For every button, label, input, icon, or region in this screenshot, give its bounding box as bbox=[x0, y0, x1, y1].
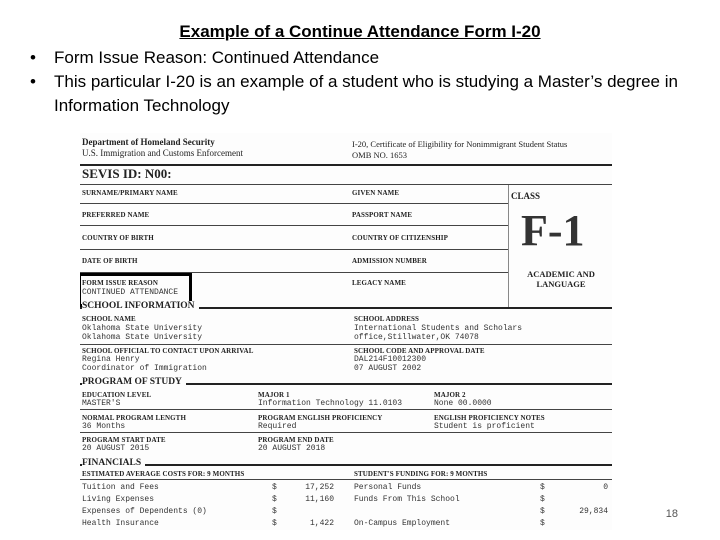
label-country-of-citizenship: COUNTRY OF CITIZENSHIP bbox=[352, 234, 448, 242]
program-end-date-value: 20 AUGUST 2018 bbox=[258, 444, 326, 453]
cost-living-label: Living Expenses bbox=[82, 495, 155, 504]
label-country-of-birth: COUNTRY OF BIRTH bbox=[82, 234, 154, 242]
cost-tuition-amount: 17,252 bbox=[305, 483, 334, 492]
cost-health-label: Health Insurance bbox=[82, 519, 159, 528]
funding-school-label: Funds From This School bbox=[354, 495, 460, 504]
major-2-value: None 00.0000 bbox=[434, 399, 492, 408]
bullet-glyph: • bbox=[30, 48, 36, 67]
label-english-notes: ENGLISH PROFICIENCY NOTES bbox=[434, 414, 545, 422]
label-form-issue-reason: FORM ISSUE REASON bbox=[82, 279, 158, 287]
school-official-name: Regina Henry bbox=[82, 355, 140, 364]
divider bbox=[80, 249, 508, 250]
currency-symbol: $ bbox=[272, 519, 277, 528]
class-description: ACADEMIC AND LANGUAGE bbox=[527, 269, 595, 289]
currency-symbol: $ bbox=[272, 495, 277, 504]
currency-symbol: $ bbox=[540, 507, 545, 516]
label-preferred-name: PREFERRED NAME bbox=[82, 211, 150, 219]
bullet-item bbox=[30, 46, 690, 70]
currency-symbol: $ bbox=[272, 507, 277, 516]
bullet-glyph: • bbox=[30, 72, 36, 91]
label-program-length: NORMAL PROGRAM LENGTH bbox=[82, 414, 186, 422]
divider bbox=[80, 479, 612, 480]
class-value: F-1 bbox=[521, 206, 585, 255]
major-1-value: Information Technology 11.0103 bbox=[258, 399, 403, 408]
divider bbox=[80, 409, 612, 410]
bullet-list bbox=[30, 46, 690, 118]
cost-health-amount: 1,422 bbox=[309, 519, 334, 528]
class-box bbox=[508, 185, 612, 307]
omb-number: OMB NO. 1653 bbox=[352, 150, 408, 160]
school-address-line2: office,Stillwater,OK 74078 bbox=[354, 333, 479, 342]
label-major-1: MAJOR 1 bbox=[258, 391, 290, 399]
funding-personal-label: Personal Funds bbox=[354, 483, 422, 492]
school-code-value: DAL214F10012300 bbox=[354, 355, 427, 364]
divider bbox=[80, 464, 612, 466]
label-passport-name: PASSPORT NAME bbox=[352, 211, 413, 219]
agency-name: Department of Homeland Security bbox=[82, 137, 215, 147]
label-admission-number: ADMISSION NUMBER bbox=[352, 257, 427, 265]
funding-personal-amount: 0 bbox=[603, 483, 608, 492]
divider bbox=[80, 432, 612, 433]
divider bbox=[80, 203, 508, 204]
form-title: I-20, Certificate of Eligibility for Nonimmigrant Student Status bbox=[352, 139, 568, 149]
bullet-text-issue-reason: Form Issue Reason: Continued Attendance bbox=[54, 48, 380, 67]
funding-on-campus-label: On-Campus Employment bbox=[354, 519, 451, 528]
currency-symbol: $ bbox=[540, 495, 545, 504]
school-address-line1: International Students and Scholars bbox=[354, 324, 523, 333]
label-given-name: GIVEN NAME bbox=[352, 189, 400, 197]
school-approval-date: 07 AUGUST 2002 bbox=[354, 364, 422, 373]
page-number: 18 bbox=[665, 508, 678, 520]
label-program-start-date: PROGRAM START DATE bbox=[82, 436, 166, 444]
form-header-title bbox=[352, 139, 567, 161]
section-school-information: SCHOOL INFORMATION bbox=[82, 301, 199, 311]
bullet-item bbox=[30, 70, 690, 118]
currency-symbol: $ bbox=[540, 483, 545, 492]
english-notes-value: Student is proficient bbox=[434, 422, 535, 431]
form-issue-reason-value: CONTINUED ATTENDANCE bbox=[82, 288, 179, 297]
section-program-of-study: PROGRAM OF STUDY bbox=[82, 377, 186, 387]
label-school-official: SCHOOL OFFICIAL TO CONTACT UPON ARRIVAL bbox=[82, 347, 254, 355]
currency-symbol: $ bbox=[272, 483, 277, 492]
form-header-agency bbox=[82, 137, 243, 159]
divider bbox=[80, 225, 508, 226]
label-date-of-birth: DATE OF BIRTH bbox=[82, 257, 138, 265]
label-major-2: MAJOR 2 bbox=[434, 391, 466, 399]
school-name-line2: Oklahoma State University bbox=[82, 333, 203, 342]
school-name-line1: Oklahoma State University bbox=[82, 324, 203, 333]
program-length-value: 36 Months bbox=[82, 422, 126, 431]
label-class: CLASS bbox=[511, 191, 541, 201]
slide-title: Example of a Continue Attendance Form I-20 bbox=[179, 22, 541, 41]
label-surname: SURNAME/PRIMARY NAME bbox=[82, 189, 178, 197]
sevis-id: SEVIS ID: N00: bbox=[82, 166, 172, 181]
program-english-value: Required bbox=[258, 422, 297, 431]
subagency-name: U.S. Immigration and Customs Enforcement bbox=[82, 148, 243, 158]
cost-living-amount: 11,160 bbox=[305, 495, 334, 504]
label-legacy-name: LEGACY NAME bbox=[352, 279, 406, 287]
school-official-title: Coordinator of Immigration bbox=[82, 364, 207, 373]
label-school-address: SCHOOL ADDRESS bbox=[354, 315, 420, 323]
section-financials: FINANCIALS bbox=[82, 458, 145, 468]
cost-tuition-label: Tuition and Fees bbox=[82, 483, 159, 492]
divider bbox=[80, 344, 612, 345]
funding-other-amount: 29,834 bbox=[579, 507, 608, 516]
label-program-end-date: PROGRAM END DATE bbox=[258, 436, 334, 444]
label-school-code: SCHOOL CODE AND APPROVAL DATE bbox=[354, 347, 485, 355]
label-program-english: PROGRAM ENGLISH PROFICIENCY bbox=[258, 414, 383, 422]
currency-symbol: $ bbox=[540, 519, 545, 528]
cost-dependents-label: Expenses of Dependents (0) bbox=[82, 507, 207, 516]
label-education-level: EDUCATION LEVEL bbox=[82, 391, 152, 399]
label-student-funding: STUDENT'S FUNDING FOR: 9 MONTHS bbox=[354, 470, 488, 478]
label-school-name: SCHOOL NAME bbox=[82, 315, 136, 323]
i20-form-scan bbox=[80, 133, 612, 530]
education-level-value: MASTER'S bbox=[82, 399, 121, 408]
label-estimated-costs: ESTIMATED AVERAGE COSTS FOR: 9 MONTHS bbox=[82, 470, 245, 478]
program-start-date-value: 20 AUGUST 2015 bbox=[82, 444, 150, 453]
bullet-text-masters-example: This particular I-20 is an example of a student who is studying a Master’s degree in Information Technology bbox=[54, 72, 678, 115]
